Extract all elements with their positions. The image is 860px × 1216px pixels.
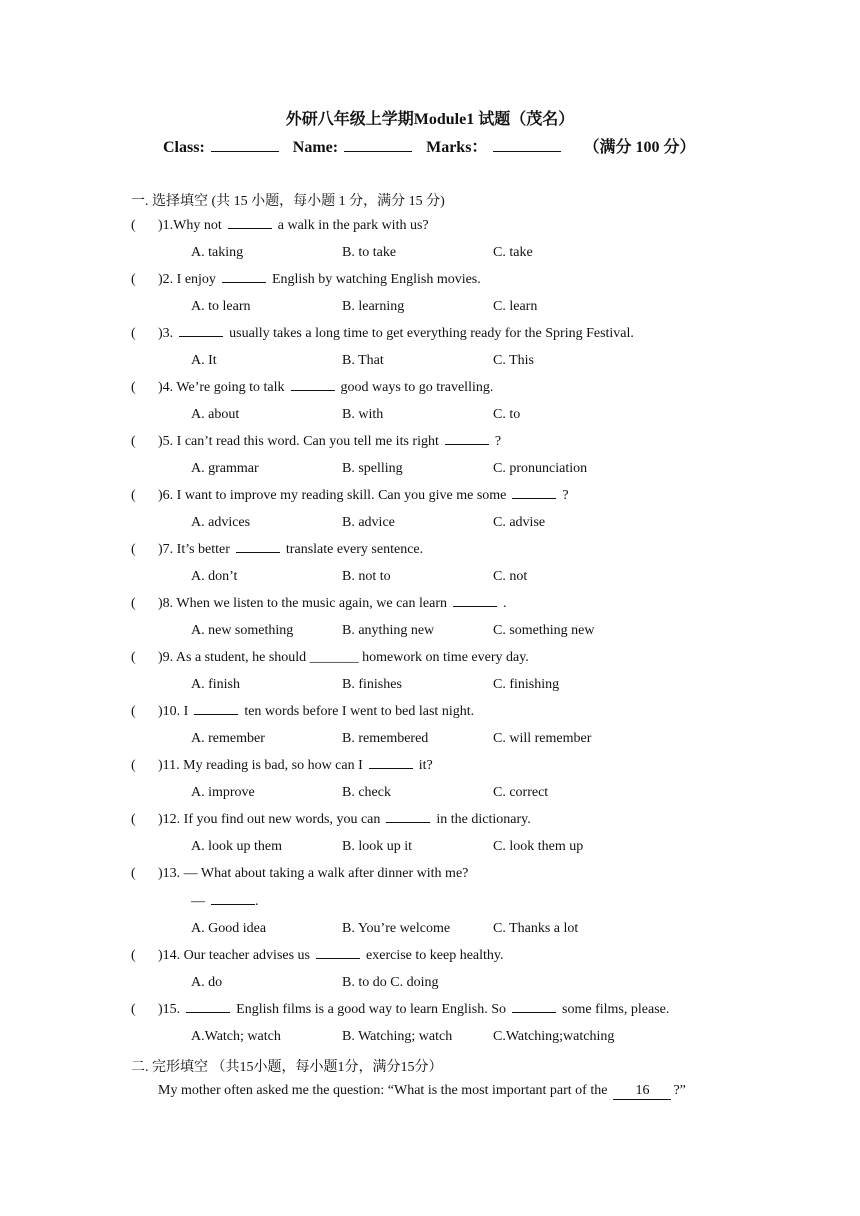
question-text	[158, 650, 529, 666]
answer-blank	[222, 272, 266, 283]
answer-paren: (	[131, 812, 136, 827]
question-stem-end: good ways to go travelling.	[340, 380, 494, 395]
question-stem-end: English by watching English movies.	[271, 272, 481, 287]
class-blank	[211, 139, 279, 152]
question-stem-end: exercise to keep healthy.	[366, 948, 504, 963]
question-13-reply	[191, 894, 259, 914]
option-c: C. finishing	[493, 677, 560, 692]
option-b: B. not to	[342, 569, 391, 584]
answer-blank	[512, 488, 556, 499]
question-stem: )3.	[158, 326, 174, 341]
question-stem: )14. Our teacher advises us	[158, 948, 311, 963]
cloze-paragraph	[158, 1083, 686, 1100]
option-c: C. pronunciation	[493, 461, 588, 476]
option-a: A. advices	[191, 515, 251, 530]
answer-blank	[291, 380, 335, 391]
question-stem: )6. I want to improve my reading skill. Can you give me some	[158, 488, 507, 503]
score-note: （满分 100 分）	[583, 139, 696, 156]
question-stem-end: a walk in the park with us?	[277, 218, 429, 233]
cloze-blank-16: 16	[613, 1083, 671, 1100]
question-text	[158, 596, 506, 612]
question-stem-end-2: some films, please.	[562, 1002, 670, 1017]
option-b: B. remembered	[342, 731, 429, 746]
question-text	[158, 380, 493, 396]
option-c: C. advise	[493, 515, 546, 530]
question-stem-end: .	[502, 596, 507, 611]
question-text	[158, 704, 474, 720]
question-stem: )11. My reading is bad, so how can I	[158, 758, 363, 773]
option-b: B. anything new	[342, 623, 435, 638]
name-blank	[344, 139, 412, 152]
question-stem: )5. I can’t read this word. Can you tell me its right	[158, 434, 439, 449]
answer-paren: (	[131, 650, 136, 665]
question-stem-end: usually takes a long time to get everything ready for the Spring Festival.	[229, 326, 634, 341]
option-c: C. Thanks a lot	[493, 921, 579, 936]
question-stem: )1.Why not	[158, 218, 222, 233]
answer-paren: (	[131, 380, 136, 395]
answer-paren: (	[131, 218, 136, 233]
question-stem: )10. I	[158, 704, 189, 719]
option-b: B. You’re welcome	[342, 921, 451, 936]
option-a: A. about	[191, 407, 240, 422]
question-stem: )7. It’s better	[158, 542, 230, 557]
question-stem-end: ?	[562, 488, 569, 503]
question-text	[158, 434, 501, 450]
answer-blank	[179, 326, 223, 337]
reply-period: .	[255, 894, 259, 909]
question-stem: )15.	[158, 1002, 181, 1017]
option-a: A.Watch; watch	[191, 1029, 281, 1044]
option-c: C. correct	[493, 785, 549, 800]
answer-paren: (	[131, 434, 136, 449]
question-stem: )8. When we listen to the music again, we can learn	[158, 596, 447, 611]
option-c: C. something new	[493, 623, 595, 638]
page-title: 外研八年级上学期Module1 试题（茂名）	[285, 111, 575, 128]
reply-blank	[211, 894, 255, 905]
option-a: A. look up them	[191, 839, 282, 854]
option-b: B. look up it	[342, 839, 413, 854]
cloze-paragraph-end: ?”	[673, 1083, 686, 1098]
answer-blank	[316, 948, 360, 959]
question-stem-end: translate every sentence.	[285, 542, 424, 557]
option-a: A. finish	[191, 677, 240, 692]
option-c: C. to	[493, 407, 521, 422]
question-stem-end: English films is a good way to learn English. So	[236, 1002, 507, 1017]
answer-paren: (	[131, 704, 136, 719]
question-text	[158, 812, 531, 828]
question-stem: )4. We’re going to talk	[158, 380, 285, 395]
answer-paren: (	[131, 1002, 136, 1017]
option-b: B. to take	[342, 245, 397, 260]
answer-blank	[228, 218, 272, 229]
option-a: A. don’t	[191, 569, 238, 584]
answer-blank	[194, 704, 238, 715]
option-b: B. advice	[342, 515, 395, 530]
question-stem: )12. If you find out new words, you can	[158, 812, 381, 827]
question-text	[158, 542, 423, 558]
answer-blank	[386, 812, 430, 823]
answer-blank	[236, 542, 280, 553]
answer-paren: (	[131, 272, 136, 287]
answer-paren: (	[131, 596, 136, 611]
cloze-paragraph-text: My mother often asked me the question: “What is the most important part of the	[158, 1083, 608, 1098]
option-a: A. to learn	[191, 299, 251, 314]
answer-blank-2	[512, 1002, 556, 1013]
option-b: B. spelling	[342, 461, 403, 476]
answer-paren: (	[131, 948, 136, 963]
question-stem: )2. I enjoy	[158, 272, 216, 287]
question-stem-end: ten words before I went to bed last night.	[244, 704, 475, 719]
question-stem: )9. As a student, he should _______ homework on time every day.	[158, 650, 529, 665]
student-info-line	[163, 134, 763, 157]
question-stem-end: ?	[494, 434, 502, 449]
answer-paren: (	[131, 488, 136, 503]
option-a: A. It	[191, 353, 217, 368]
question-text	[158, 1002, 669, 1018]
answer-paren: (	[131, 326, 136, 341]
option-a: A. do	[191, 975, 223, 990]
option-b: B. Watching; watch	[342, 1029, 453, 1044]
option-b: B. That	[342, 353, 384, 368]
option-c: C. learn	[493, 299, 538, 314]
option-a: A. improve	[191, 785, 255, 800]
question-text	[158, 272, 481, 288]
answer-paren: (	[131, 542, 136, 557]
option-c: C.Watching;watching	[493, 1029, 615, 1044]
option-a: A. Good idea	[191, 921, 267, 936]
question-text	[158, 326, 634, 342]
option-b: B. finishes	[342, 677, 402, 692]
option-b: B. check	[342, 785, 391, 800]
question-text	[158, 488, 569, 504]
question-stem-end: in the dictionary.	[436, 812, 531, 827]
question-text	[158, 866, 468, 882]
section2-heading: 二. 完形填空 （共15小题，每小题1分，满分15分）	[131, 1060, 443, 1075]
option-c: C. not	[493, 569, 528, 584]
section1-heading: 一. 选择填空 (共 15 小题，每小题 1 分，满分 15 分)	[131, 194, 445, 209]
option-c: C. take	[493, 245, 533, 260]
option-c: C. will remember	[493, 731, 592, 746]
answer-blank	[369, 758, 413, 769]
option-a: A. new something	[191, 623, 294, 638]
option-a: A. taking	[191, 245, 244, 260]
option-b: B. with	[342, 407, 384, 422]
name-label: Name:	[292, 139, 339, 156]
marks-label: Marks：	[426, 139, 488, 156]
answer-paren: (	[131, 866, 136, 881]
class-label: Class:	[163, 139, 205, 156]
answer-blank	[445, 434, 489, 445]
marks-blank	[493, 139, 561, 152]
question-text	[158, 758, 433, 774]
question-stem: )13. — What about taking a walk after dinner with me?	[158, 866, 469, 881]
question-text	[158, 948, 504, 964]
option-a: A. remember	[191, 731, 265, 746]
option-b: B. to do C. doing	[342, 975, 439, 990]
answer-blank	[186, 1002, 230, 1013]
question-stem-end: it?	[418, 758, 433, 773]
reply-dash: —	[191, 894, 205, 909]
question-text	[158, 218, 429, 234]
option-a: A. grammar	[191, 461, 259, 476]
answer-blank	[453, 596, 497, 607]
answer-paren: (	[131, 758, 136, 773]
option-c: C. look them up	[493, 839, 584, 854]
option-b: B. learning	[342, 299, 405, 314]
option-c: C. This	[493, 353, 534, 368]
